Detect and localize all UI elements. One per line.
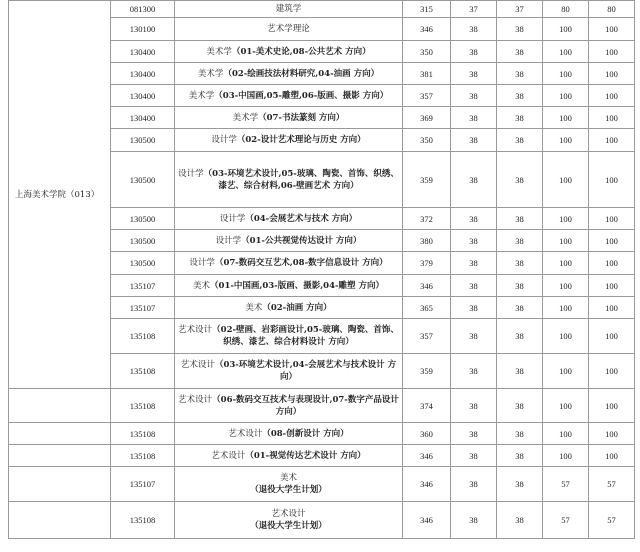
subject4-score-cell: 100 — [589, 85, 635, 107]
major-name-cell: 艺术设计（08-创新设计 方向） — [175, 423, 403, 445]
subject2-score-cell: 38 — [497, 129, 543, 152]
subject1-score-cell: 38 — [451, 152, 497, 208]
total-score-cell: 374 — [403, 389, 451, 423]
subject2-score-cell: 38 — [497, 467, 543, 502]
score-table-body — [9, 1, 635, 539]
subject2-score-cell: 38 — [497, 354, 543, 389]
subject2-score-cell: 38 — [497, 319, 543, 354]
total-score-cell: 369 — [403, 107, 451, 129]
subject1-score-cell: 38 — [451, 297, 497, 319]
subject1-score-cell: 38 — [451, 502, 497, 539]
subject1-score-cell: 38 — [451, 107, 497, 129]
major-name-cell: 设计学（04-会展艺术与技术 方向） — [175, 208, 403, 230]
major-code-cell: 130100 — [111, 18, 175, 41]
major-code-cell: 130500 — [111, 129, 175, 152]
subject4-score-cell: 100 — [589, 445, 635, 467]
subject3-score-cell: 100 — [543, 129, 589, 152]
subject4-score-cell: 100 — [589, 354, 635, 389]
table-row — [9, 445, 635, 467]
total-score-cell: 346 — [403, 445, 451, 467]
school-cell-empty — [9, 445, 111, 467]
major-name-cell: 美术（02-油画 方向） — [175, 297, 403, 319]
subject4-score-cell: 100 — [589, 275, 635, 297]
subject1-score-cell: 38 — [451, 252, 497, 275]
subject2-score-cell: 38 — [497, 85, 543, 107]
major-code-cell: 130500 — [111, 152, 175, 208]
subject1-score-cell: 37 — [451, 1, 497, 18]
subject3-score-cell: 100 — [543, 230, 589, 252]
subject3-score-cell: 100 — [543, 319, 589, 354]
subject3-score-cell: 100 — [543, 389, 589, 423]
major-name-cell: 美术学（01-美术史论,08-公共艺术 方向） — [175, 41, 403, 63]
major-code-cell: 135108 — [111, 445, 175, 467]
total-score-cell: 357 — [403, 319, 451, 354]
major-code-cell: 135107 — [111, 297, 175, 319]
subject1-score-cell: 38 — [451, 129, 497, 152]
major-code-cell: 130500 — [111, 230, 175, 252]
total-score-cell: 315 — [403, 1, 451, 18]
subject4-score-cell: 100 — [589, 252, 635, 275]
total-score-cell: 346 — [403, 467, 451, 502]
subject3-score-cell: 100 — [543, 297, 589, 319]
major-code-cell: 130400 — [111, 107, 175, 129]
subject3-score-cell: 100 — [543, 445, 589, 467]
major-name-cell: 设计学（02-设计艺术理论与历史 方向） — [175, 129, 403, 152]
major-code-cell: 135108 — [111, 354, 175, 389]
subject4-score-cell: 100 — [589, 319, 635, 354]
school-name: 上海美术学院（013） — [9, 1, 111, 389]
subject1-score-cell: 38 — [451, 467, 497, 502]
total-score-cell: 350 — [403, 41, 451, 63]
major-code-cell: 135108 — [111, 319, 175, 354]
subject1-score-cell: 38 — [451, 319, 497, 354]
subject3-score-cell: 100 — [543, 252, 589, 275]
total-score-cell: 359 — [403, 354, 451, 389]
subject3-score-cell: 100 — [543, 354, 589, 389]
major-code-cell: 130500 — [111, 208, 175, 230]
subject3-score-cell: 100 — [543, 423, 589, 445]
total-score-cell: 380 — [403, 230, 451, 252]
total-score-cell: 360 — [403, 423, 451, 445]
subject2-score-cell: 38 — [497, 389, 543, 423]
major-name-cell: 艺术设计（06-数码交互技术与表现设计,07-数字产品设计方向） — [175, 389, 403, 423]
major-name-cell: 建筑学 — [175, 1, 403, 18]
major-code-cell: 130400 — [111, 63, 175, 85]
school-cell-empty — [9, 502, 111, 539]
subject4-score-cell: 100 — [589, 18, 635, 41]
total-score-cell: 365 — [403, 297, 451, 319]
subject1-score-cell: 38 — [451, 275, 497, 297]
subject1-score-cell: 38 — [451, 18, 497, 41]
subject1-score-cell: 38 — [451, 389, 497, 423]
table-row — [9, 423, 635, 445]
total-score-cell: 346 — [403, 275, 451, 297]
subject1-score-cell: 38 — [451, 208, 497, 230]
subject2-score-cell: 37 — [497, 1, 543, 18]
subject3-score-cell: 100 — [543, 275, 589, 297]
major-code-cell: 130400 — [111, 41, 175, 63]
subject2-score-cell: 38 — [497, 18, 543, 41]
major-name-cell: 美术学（03-中国画,05-雕塑,06-版画、摄影 方向） — [175, 85, 403, 107]
major-code-cell: 130500 — [111, 252, 175, 275]
subject4-score-cell: 100 — [589, 41, 635, 63]
major-name-cell: 艺术学理论 — [175, 18, 403, 41]
major-code-cell: 135107 — [111, 467, 175, 502]
subject2-score-cell: 38 — [497, 502, 543, 539]
school-cell-empty — [9, 423, 111, 445]
subject1-score-cell: 38 — [451, 63, 497, 85]
subject4-score-cell: 100 — [589, 63, 635, 85]
major-code-cell: 135107 — [111, 275, 175, 297]
subject3-score-cell: 100 — [543, 18, 589, 41]
total-score-cell: 350 — [403, 129, 451, 152]
major-code-cell: 135108 — [111, 389, 175, 423]
total-score-cell: 379 — [403, 252, 451, 275]
subject4-score-cell: 100 — [589, 152, 635, 208]
subject4-score-cell: 100 — [589, 107, 635, 129]
subject2-score-cell: 38 — [497, 208, 543, 230]
subject3-score-cell: 100 — [543, 85, 589, 107]
subject2-score-cell: 38 — [497, 297, 543, 319]
table-row — [9, 1, 635, 18]
major-name-cell: 美术 （退役大学生计划） — [175, 467, 403, 502]
subject2-score-cell: 38 — [497, 423, 543, 445]
major-name-cell: 设计学（01-公共视觉传达设计 方向） — [175, 230, 403, 252]
subject2-score-cell: 38 — [497, 445, 543, 467]
subject1-score-cell: 38 — [451, 230, 497, 252]
table-row — [9, 502, 635, 539]
subject2-score-cell: 38 — [497, 252, 543, 275]
subject3-score-cell: 100 — [543, 63, 589, 85]
subject4-score-cell: 80 — [589, 1, 635, 18]
subject4-score-cell: 100 — [589, 208, 635, 230]
major-code-cell: 135108 — [111, 423, 175, 445]
subject1-score-cell: 38 — [451, 41, 497, 63]
total-score-cell: 346 — [403, 18, 451, 41]
subject4-score-cell: 100 — [589, 129, 635, 152]
subject2-score-cell: 38 — [497, 107, 543, 129]
subject1-score-cell: 38 — [451, 423, 497, 445]
major-code-cell: 130400 — [111, 85, 175, 107]
major-name-cell: 设计学（03-环境艺术设计,05-玻璃、陶瓷、首饰、织绣、漆艺、综合材料,06-壁画艺术 方向） — [175, 152, 403, 208]
major-name-cell: 美术学（07-书法篆刻 方向） — [175, 107, 403, 129]
subject1-score-cell: 38 — [451, 354, 497, 389]
subject3-score-cell: 100 — [543, 41, 589, 63]
table-row — [9, 389, 635, 423]
subject2-score-cell: 38 — [497, 152, 543, 208]
school-cell-empty — [9, 467, 111, 502]
school-cell-empty — [9, 389, 111, 423]
major-code-cell: 081300 — [111, 1, 175, 18]
subject4-score-cell: 57 — [589, 467, 635, 502]
subject4-score-cell: 100 — [589, 423, 635, 445]
total-score-cell: 359 — [403, 152, 451, 208]
total-score-cell: 357 — [403, 85, 451, 107]
subject4-score-cell: 100 — [589, 230, 635, 252]
subject1-score-cell: 38 — [451, 445, 497, 467]
major-name-cell: 艺术设计（02-壁画、岩彩画设计,05-玻璃、陶瓷、首饰、织绣、漆艺、综合材料设计 方向） — [175, 319, 403, 354]
major-name-cell: 美术学（02-绘画技法材料研究,04-油画 方向） — [175, 63, 403, 85]
major-name-cell: 艺术设计（01-视觉传达艺术设计 方向） — [175, 445, 403, 467]
subject3-score-cell: 80 — [543, 1, 589, 18]
subject4-score-cell: 57 — [589, 502, 635, 539]
subject4-score-cell: 100 — [589, 297, 635, 319]
subject2-score-cell: 38 — [497, 63, 543, 85]
subject3-score-cell: 57 — [543, 467, 589, 502]
major-code-cell: 135108 — [111, 502, 175, 539]
subject2-score-cell: 38 — [497, 230, 543, 252]
major-name-cell: 艺术设计 （退役大学生计划） — [175, 502, 403, 539]
total-score-cell: 372 — [403, 208, 451, 230]
major-name-cell: 设计学（07-数码交互艺术,08-数字信息设计 方向） — [175, 252, 403, 275]
subject3-score-cell: 100 — [543, 208, 589, 230]
table-row — [9, 467, 635, 502]
subject3-score-cell: 57 — [543, 502, 589, 539]
subject4-score-cell: 100 — [589, 389, 635, 423]
subject2-score-cell: 38 — [497, 41, 543, 63]
subject3-score-cell: 100 — [543, 107, 589, 129]
total-score-cell: 381 — [403, 63, 451, 85]
subject1-score-cell: 38 — [451, 85, 497, 107]
subject2-score-cell: 38 — [497, 275, 543, 297]
subject3-score-cell: 100 — [543, 152, 589, 208]
major-name-cell: 美术（01-中国画,03-版画、摄影,04-雕塑 方向） — [175, 275, 403, 297]
total-score-cell: 346 — [403, 502, 451, 539]
major-name-cell: 艺术设计（03-环境艺术设计,04-会展艺术与技术设计 方向） — [175, 354, 403, 389]
score-table — [8, 0, 635, 539]
